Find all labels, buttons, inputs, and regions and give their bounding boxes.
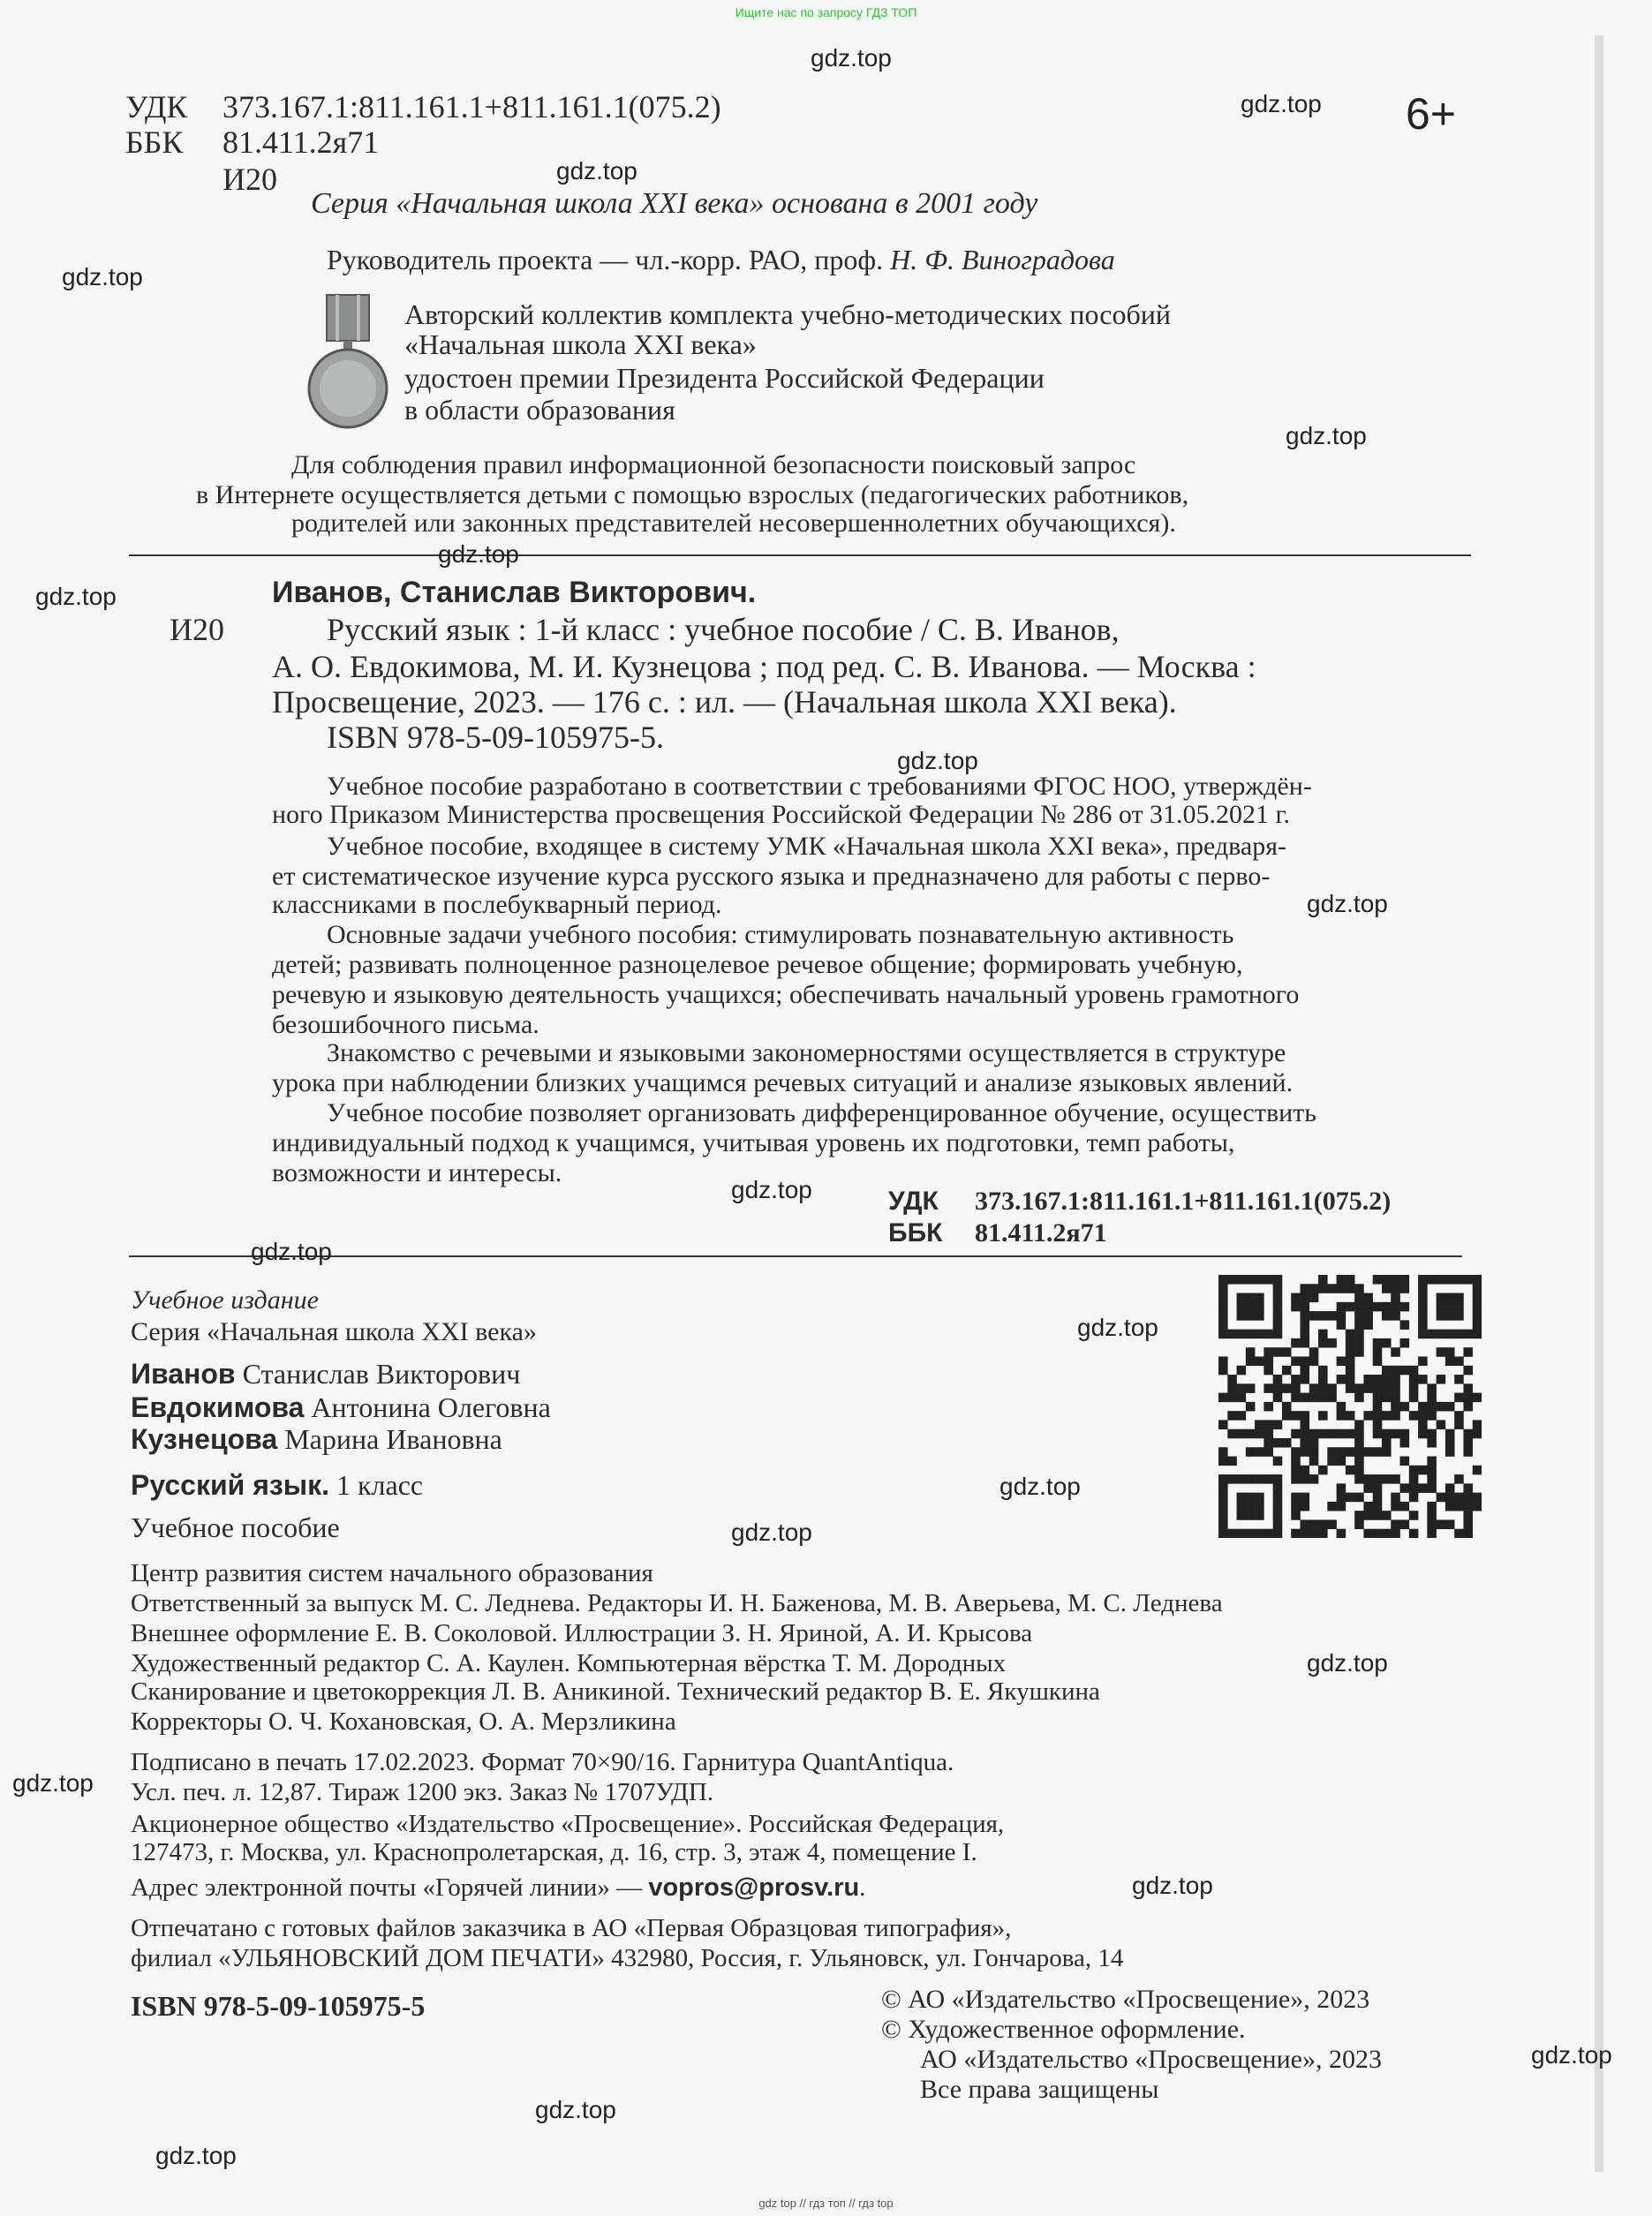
- print-line-3: Акционерное общество «Издательство «Просвещение». Российская Федерация,: [131, 1810, 1005, 1838]
- class-bbk-value: 81.411.2я71: [975, 1218, 1107, 1247]
- annotation-line-3: Учебное пособие, входящее в систему УМК «Начальная школа XXI века», предваря-: [327, 832, 1287, 861]
- watermark: gdz.top: [897, 747, 978, 774]
- hotline: [131, 1873, 865, 1903]
- author-3-surname: Кузнецова: [131, 1423, 278, 1455]
- book-type: Учебное пособие: [131, 1511, 340, 1543]
- printed-line-2: филиал «УЛЬЯНОВСКИЙ ДОМ ПЕЧАТИ» 432980, Россия, г. Ульяновск, ул. Гончарова, 14: [131, 1944, 1124, 1972]
- annotation-line-10: Знакомство с речевыми и языковыми закономерностями осуществляется в структуре: [327, 1038, 1286, 1067]
- annotation-line-2: ного Приказом Министерства просвещения Российской Федерации № 286 от 31.05.2021 г.: [272, 800, 1290, 829]
- watermark: gdz.top: [1132, 1872, 1213, 1899]
- award-line-4: в области образования: [404, 394, 675, 426]
- safety-line-1: Для соблюдения правил информационной безопасности поисковый запрос: [291, 450, 1136, 479]
- imprint-isbn: ISBN 978-5-09-105975-5: [131, 1990, 426, 2022]
- imprint-title-rest: 1 класс: [336, 1469, 424, 1501]
- class-udk-value: 373.167.1:811.161.1+811.161.1(075.2): [975, 1187, 1392, 1216]
- author-3: [131, 1423, 502, 1456]
- watermark: gdz.top: [35, 583, 117, 610]
- staff-line-4: Сканирование и цветокоррекция Л. В. Аникиной. Технический редактор В. Е. Якушкина: [131, 1677, 1100, 1706]
- print-line-4: 127473, г. Москва, ул. Краснопролетарская, д. 16, стр. 3, этаж 4, помещение I.: [131, 1838, 977, 1866]
- watermark: gdz.top: [1241, 90, 1322, 117]
- watermark: gdz.top: [251, 1238, 332, 1265]
- author-1-surname: Иванов: [131, 1358, 236, 1390]
- watermark: gdz.top: [731, 1519, 812, 1546]
- project-lead-name: Н. Ф. Виноградова: [890, 244, 1115, 275]
- top-banner: Ищите нас по запросу ГДЗ ТОП: [735, 5, 917, 19]
- watermark: gdz.top: [12, 1769, 94, 1797]
- biblio-code: И20: [170, 612, 224, 647]
- annotation-line-8: речевую и языковую деятельность учащихся; обеспечивать начальный уровень грамотного: [272, 980, 1300, 1009]
- watermark: gdz.top: [1531, 2041, 1612, 2069]
- imprint-title-bold: Русский язык.: [131, 1469, 329, 1501]
- annotation-line-9: безошибочного письма.: [272, 1010, 539, 1039]
- annotation-line-12: Учебное пособие позволяет организовать дифференцированное обучение, осуществить: [327, 1098, 1316, 1127]
- hotline-prefix: Адрес электронной почты «Горячей линии» —: [131, 1873, 643, 1902]
- safety-line-3: родителей или законных представителей несовершеннолетних обучающихся).: [291, 509, 1176, 538]
- imprint-title: [131, 1469, 423, 1502]
- age-rating: 6+: [1406, 89, 1457, 139]
- biblio-line-3: Просвещение, 2023. — 176 с. : ил. — (Начальная школа XXI века).: [272, 684, 1177, 720]
- udk-value: 373.167.1:811.161.1+811.161.1(075.2): [223, 89, 721, 124]
- staff-line-1: Ответственный за выпуск М. С. Леднева. Редакторы И. Н. Баженова, М. В. Аверьева, М. С. Леднева: [131, 1589, 1223, 1617]
- biblio-author: Иванов, Станислав Викторович.: [272, 576, 757, 609]
- annotation-line-7: детей; развивать полноценное разноцелевое речевое общение; формировать учебную,: [272, 950, 1243, 979]
- annotation-line-5: классниками в послебукварный период.: [272, 890, 722, 919]
- copyright-line-4: Все права защищены: [920, 2075, 1159, 2104]
- page-edge: [1595, 35, 1603, 2172]
- staff-line-3: Художественный редактор С. А. Каулен. Компьютерная вёрстка Т. М. Дородных: [131, 1649, 1007, 1677]
- print-line-2: Усл. печ. л. 12,87. Тираж 1200 экз. Заказ № 1707УДП.: [131, 1778, 714, 1806]
- bottom-banner: gdz top // гдз топ // гдз top: [758, 2197, 894, 2210]
- udk-label: УДК: [125, 89, 188, 124]
- printed-line-1: Отпечатано с готовых файлов заказчика в АО «Первая Образцовая типография»,: [131, 1914, 1012, 1942]
- watermark: gdz.top: [535, 2096, 616, 2123]
- award-line-2: «Начальная школа XXI века»: [404, 328, 757, 360]
- biblio-isbn: ISBN 978-5-09-105975-5.: [327, 720, 664, 755]
- annotation-line-6: Основные задачи учебного пособия: стимулировать познавательную активность: [327, 920, 1234, 949]
- annotation-line-14: возможности и интересы.: [272, 1158, 562, 1187]
- watermark: gdz.top: [556, 157, 637, 185]
- project-lead: [327, 244, 1115, 276]
- class-bbk-label: ББК: [888, 1218, 943, 1247]
- staff-line-2: Внешнее оформление Е. В. Соколовой. Иллюстрации З. Н. Яриной, А. И. Крысова: [131, 1619, 1033, 1647]
- safety-line-2: в Интернете осуществляется детьми с помощью взрослых (педагогических работников,: [196, 480, 1189, 509]
- catalog-code: И20: [223, 162, 277, 197]
- imprint-series: Серия «Начальная школа XXI века»: [131, 1317, 537, 1346]
- watermark: gdz.top: [155, 2142, 237, 2169]
- hotline-email[interactable]: vopros@prosv.ru: [648, 1873, 860, 1902]
- class-udk-label: УДК: [888, 1187, 939, 1216]
- biblio-line-2: А. О. Евдокимова, М. И. Кузнецова ; под ред. С. В. Иванова. — Москва :: [272, 649, 1256, 684]
- print-line-1: Подписано в печать 17.02.2023. Формат 70×90/16. Гарнитура QuantAntiqua.: [131, 1748, 954, 1776]
- author-3-names: Марина Ивановна: [284, 1423, 502, 1455]
- qr-code: [1218, 1275, 1482, 1538]
- bbk-label: ББК: [125, 124, 184, 160]
- project-lead-prefix: Руководитель проекта — чл.-корр. РАО, проф.: [327, 244, 884, 275]
- divider-top: [129, 554, 1471, 556]
- watermark: gdz.top: [1307, 890, 1388, 917]
- annotation-line-13: индивидуальный подход к учащимся, учитывая уровень их подготовки, темп работы,: [272, 1128, 1235, 1157]
- annotation-line-11: урока при наблюдении близких учащимся речевых ситуаций и анализе языковых явлений.: [272, 1068, 1294, 1097]
- watermark: gdz.top: [1077, 1314, 1158, 1341]
- author-1-names: Станислав Викторович: [242, 1358, 521, 1390]
- watermark: gdz.top: [999, 1473, 1081, 1500]
- watermark: gdz.top: [1307, 1649, 1388, 1677]
- copyright-line-2: © Художественное оформление.: [881, 2015, 1246, 2044]
- watermark: gdz.top: [62, 263, 143, 290]
- watermark: gdz.top: [811, 44, 892, 72]
- bbk-value: 81.411.2я71: [223, 124, 380, 160]
- annotation-line-1: Учебное пособие разработано в соответствии с требованиями ФГОС НОО, утверждён-: [327, 772, 1312, 801]
- hotline-suffix: .: [859, 1873, 866, 1902]
- author-2: [131, 1391, 551, 1424]
- watermark: gdz.top: [731, 1176, 812, 1203]
- series-line: Серия «Начальная школа XXI века» основана в 2001 году: [311, 187, 1038, 220]
- copyright-line-3: АО «Издательство «Просвещение», 2023: [920, 2045, 1382, 2074]
- staff-line-5: Корректоры О. Ч. Кохановская, О. А. Мерзликина: [131, 1707, 676, 1736]
- annotation-line-4: ет систематическое изучение курса русского языка и предназначено для работы с перво-: [272, 862, 1271, 891]
- author-1: [131, 1358, 520, 1391]
- center-name: Центр развития систем начального образования: [131, 1559, 653, 1587]
- medal-icon: [304, 291, 392, 433]
- award-line-1: Авторский коллектив комплекта учебно-методических пособий: [404, 298, 1172, 330]
- copyright-line-1: © АО «Издательство «Просвещение», 2023: [881, 1985, 1370, 2014]
- watermark: gdz.top: [1286, 422, 1367, 449]
- watermark: gdz.top: [438, 540, 519, 568]
- award-line-3: удостоен премии Президента Российской Федерации: [404, 362, 1045, 394]
- biblio-line-1: Русский язык : 1-й класс : учебное пособие / С. В. Иванов,: [327, 612, 1120, 647]
- author-2-surname: Евдокимова: [131, 1391, 305, 1423]
- author-2-names: Антонина Олеговна: [311, 1391, 551, 1423]
- edition-type: Учебное издание: [131, 1285, 319, 1315]
